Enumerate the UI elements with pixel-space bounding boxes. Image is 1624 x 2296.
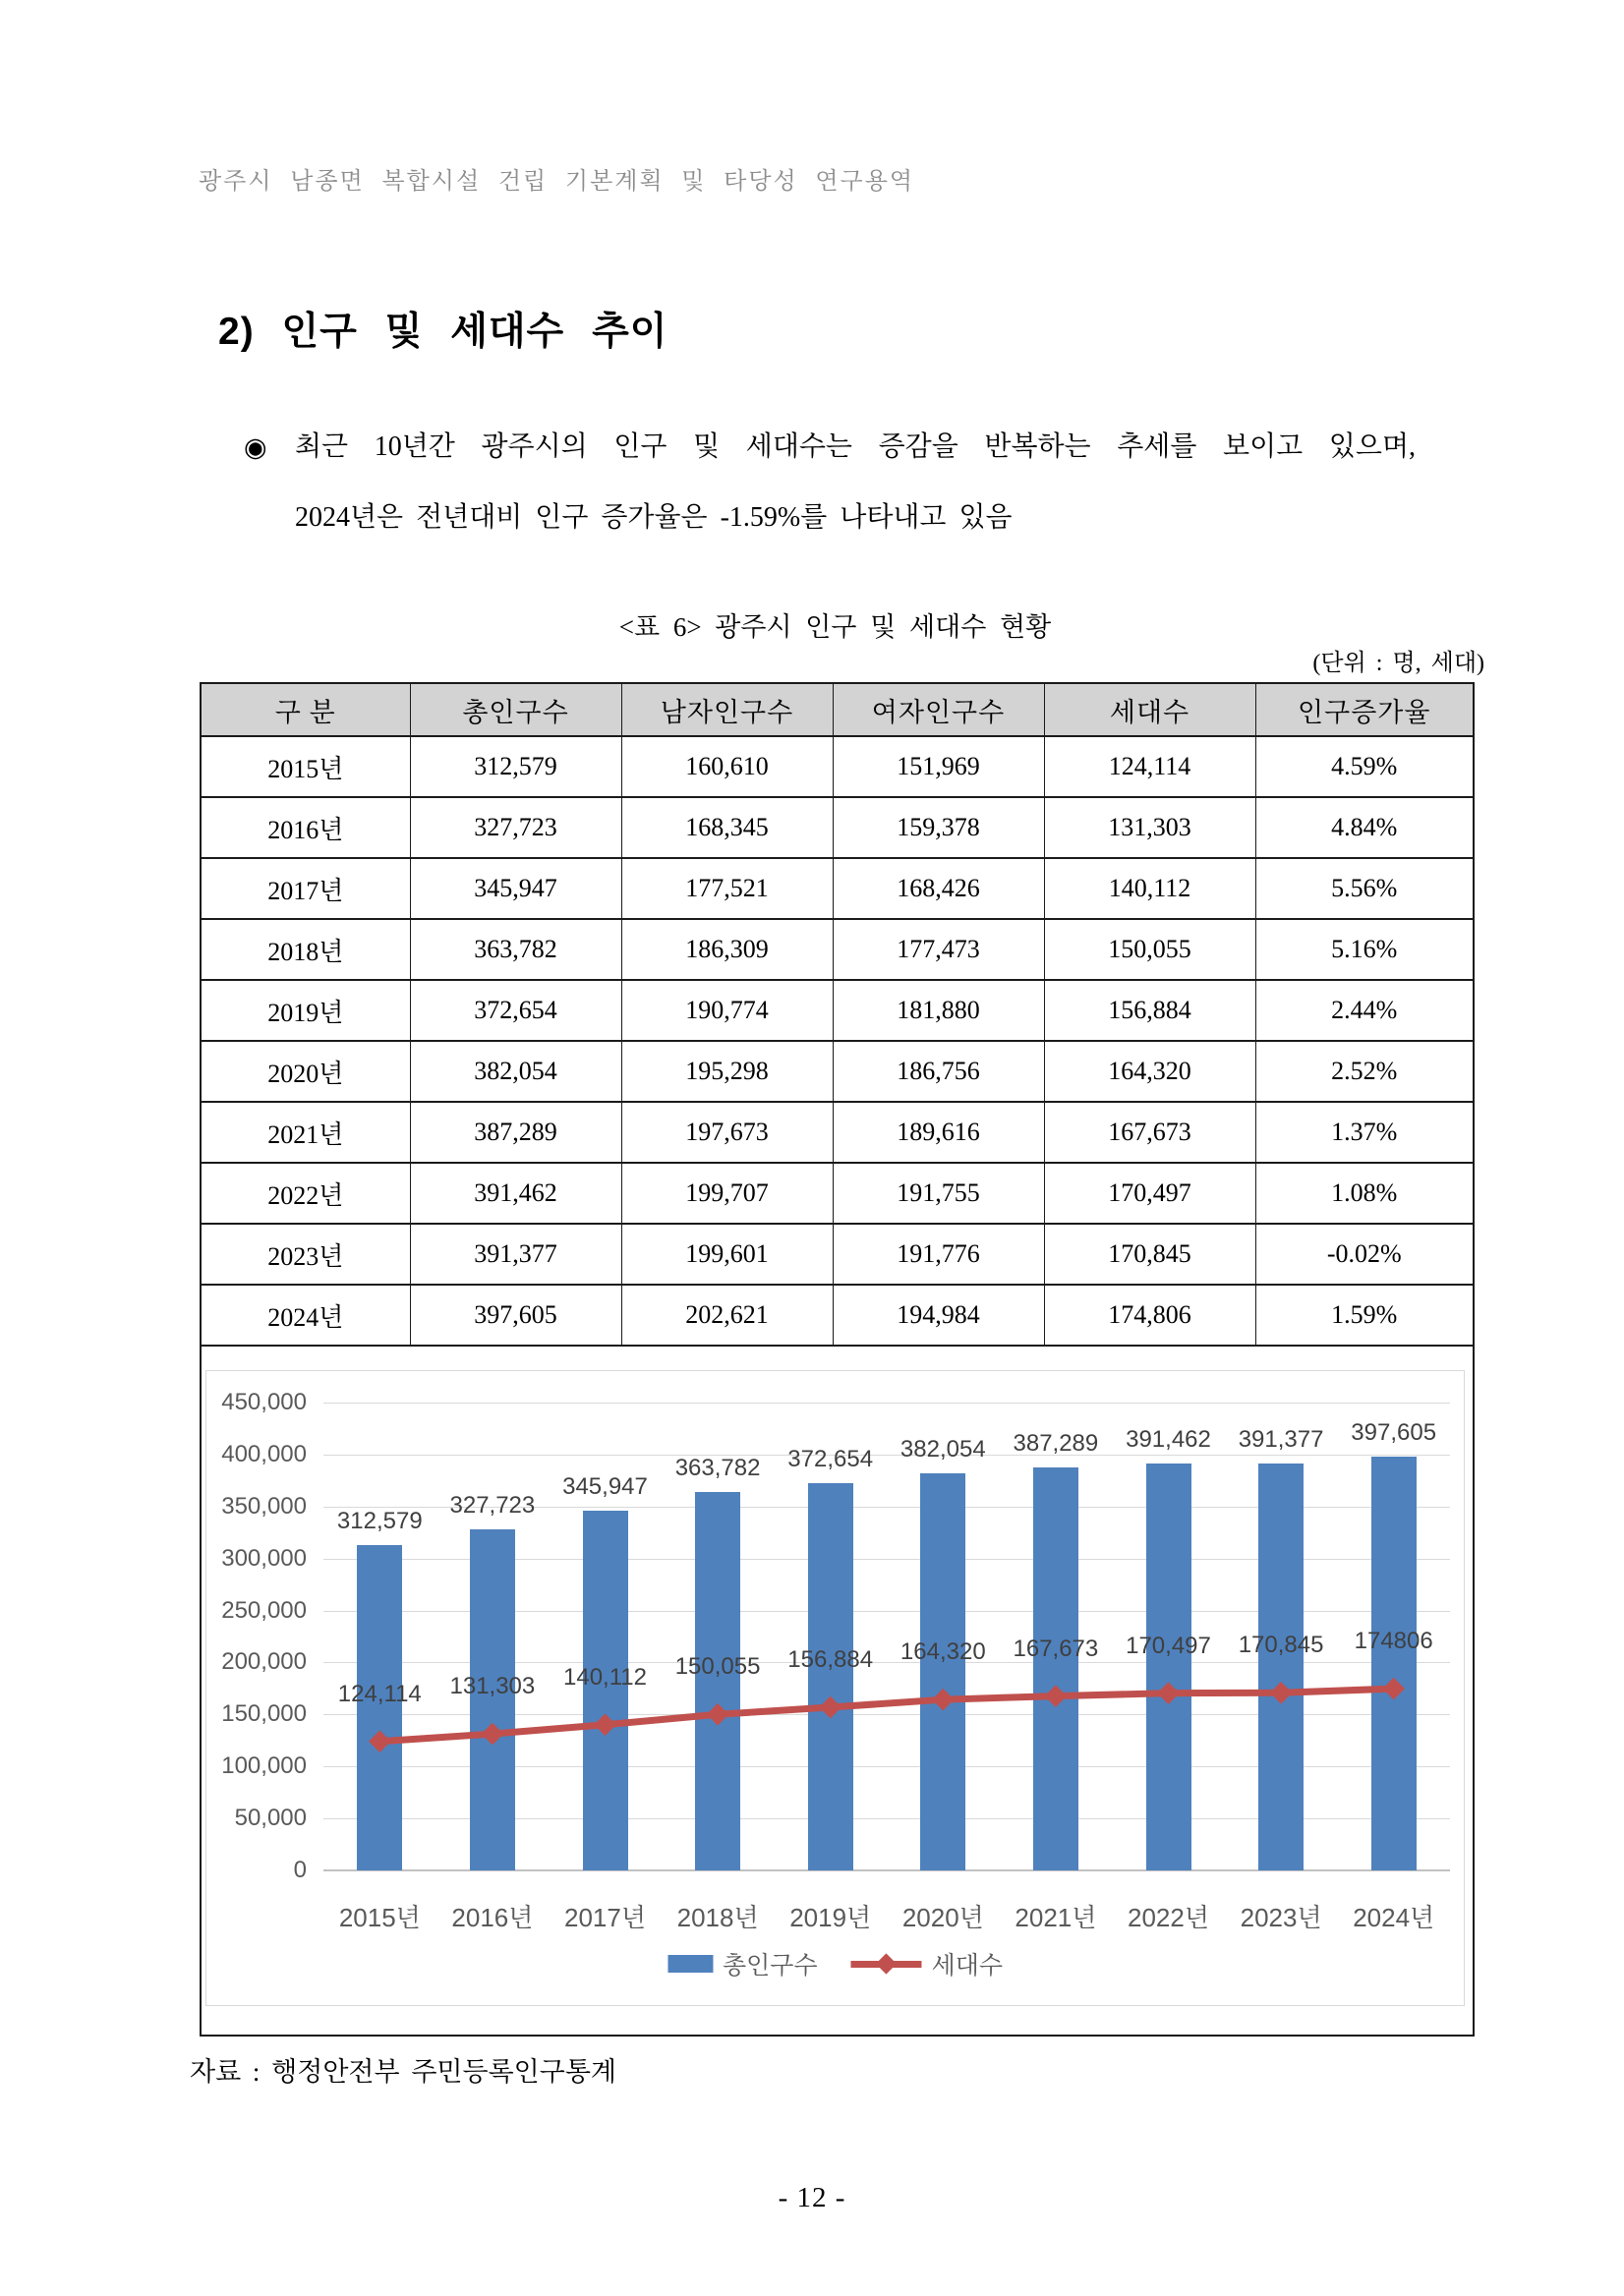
line-point-marker [594, 1713, 616, 1736]
bullet-paragraph [244, 412, 1420, 553]
y-axis-tick-label: 200,000 [221, 1648, 307, 1676]
table-row [202, 1041, 1473, 1102]
line-point-marker [932, 1689, 955, 1711]
bar-value-label: 391,462 [1126, 1425, 1211, 1453]
bar-value-label: 345,947 [562, 1473, 648, 1501]
y-axis-tick-label: 400,000 [221, 1440, 307, 1467]
bar-value-label: 372,654 [787, 1445, 874, 1472]
table-cell: 159,378 [833, 797, 1044, 858]
chart-box [202, 1347, 1473, 2035]
table-cell: 5.56% [1255, 858, 1473, 919]
legend-diamond-icon [876, 1953, 897, 1974]
table-cell: 151,969 [833, 736, 1044, 797]
table-cell: 177,473 [833, 919, 1044, 980]
x-axis-tick-label: 2024년 [1353, 1903, 1435, 1932]
y-axis-tick-label: 250,000 [221, 1596, 307, 1624]
table-cell: 191,755 [833, 1163, 1044, 1224]
section-title: 2) 인구 및 세대수 추이 [218, 311, 668, 353]
line-point-marker [707, 1703, 729, 1726]
y-axis-tick-label: 0 [293, 1857, 307, 1883]
x-axis-tick-label: 2020년 [901, 1903, 984, 1932]
table-cell-year: 2020년 [202, 1041, 410, 1102]
x-axis-tick-label: 2017년 [564, 1903, 646, 1932]
table-cell-year: 2022년 [202, 1163, 410, 1224]
bar-value-label: 312,579 [336, 1508, 423, 1535]
table-cell: 131,303 [1044, 797, 1255, 858]
x-axis-tick-label: 2016년 [451, 1903, 534, 1932]
table-cell: 2.52% [1255, 1041, 1473, 1102]
x-axis-tick-label: 2018년 [676, 1903, 759, 1932]
line-point-marker [1382, 1678, 1405, 1700]
table-cell: 363,782 [410, 919, 621, 980]
table-cell: 1.37% [1255, 1102, 1473, 1163]
population-table [202, 684, 1473, 1347]
table-cell: 202,621 [621, 1285, 833, 1346]
table-cell: 327,723 [410, 797, 621, 858]
table-row [202, 1163, 1473, 1224]
table-cell: 167,673 [1044, 1102, 1255, 1163]
x-axis-tick-label: 2019년 [789, 1903, 872, 1932]
legend-swatch-total-population [667, 1955, 713, 1973]
legend-label-total-population: 총인구수 [722, 1952, 818, 1980]
table-cell: 124,114 [1044, 736, 1255, 797]
table-cell: 156,884 [1044, 980, 1255, 1041]
table-cell: 140,112 [1044, 858, 1255, 919]
table-cell: 199,601 [621, 1224, 833, 1285]
line-value-label: 174806 [1354, 1628, 1433, 1655]
table-cell-year: 2017년 [202, 858, 410, 919]
bar-value-label: 363,782 [674, 1455, 761, 1482]
legend-label-households: 세대수 [931, 1952, 1004, 1980]
page-number: - 12 - [778, 2182, 846, 2213]
table-row [202, 1224, 1473, 1285]
table-cell: 177,521 [621, 858, 833, 919]
table-row [202, 736, 1473, 797]
table-cell: 391,377 [410, 1224, 621, 1285]
table-header-cell: 구 분 [202, 684, 410, 736]
table-cell: 194,984 [833, 1285, 1044, 1346]
y-axis-tick-label: 450,000 [221, 1389, 307, 1415]
line-point-marker [369, 1730, 391, 1752]
table-row [202, 1102, 1473, 1163]
source-note: 자료 : 행정안전부 주민등록인구통계 [190, 2057, 616, 2087]
y-axis-tick-label: 100,000 [221, 1752, 307, 1780]
line-value-label: 164,320 [899, 1638, 986, 1666]
line-value-label: 131,303 [449, 1673, 536, 1700]
table-cell: 160,610 [621, 736, 833, 797]
table-cell-year: 2024년 [202, 1285, 410, 1346]
table-cell: 397,605 [410, 1285, 621, 1346]
y-axis-tick-label: 300,000 [221, 1544, 307, 1572]
table-row [202, 919, 1473, 980]
table-header-cell: 남자인구수 [621, 684, 833, 736]
table-cell-year: 2018년 [202, 919, 410, 980]
bar-value-label: 327,723 [449, 1492, 536, 1520]
chart-frame [205, 1370, 1465, 2006]
bar-value-label: 387,289 [1013, 1430, 1099, 1458]
table-cell: 1.08% [1255, 1163, 1473, 1224]
x-axis-tick-label: 2023년 [1240, 1903, 1322, 1932]
line-point-marker [819, 1696, 841, 1719]
table-header-cell: 여자인구수 [833, 684, 1044, 736]
table-cell-year: 2023년 [202, 1224, 410, 1285]
unit-note: (단위 : 명, 세대) [1312, 651, 1484, 676]
line-value-label: 167,673 [1013, 1635, 1099, 1662]
y-axis-tick-label: 50,000 [234, 1805, 307, 1832]
table-cell: 345,947 [410, 858, 621, 919]
table-cell-year: 2021년 [202, 1102, 410, 1163]
table-cell: 189,616 [833, 1102, 1044, 1163]
table-cell: 168,345 [621, 797, 833, 858]
table-cell: 174,806 [1044, 1285, 1255, 1346]
table-cell: 382,054 [410, 1041, 621, 1102]
doc-header: 광주시 남종면 복합시설 건립 기본계획 및 타당성 연구용역 [199, 168, 915, 195]
table-caption: <표 6> 광주시 인구 및 세대수 현황 [618, 612, 1052, 642]
table-cell: 2.44% [1255, 980, 1473, 1041]
table-cell: 391,462 [410, 1163, 621, 1224]
table-cell: 312,579 [410, 736, 621, 797]
table-cell: 181,880 [833, 980, 1044, 1041]
table-cell: 168,426 [833, 858, 1044, 919]
x-axis-tick-label: 2022년 [1128, 1903, 1209, 1932]
table-cell: 199,707 [621, 1163, 833, 1224]
table-cell: -0.02% [1255, 1224, 1473, 1285]
legend [667, 1946, 1003, 1981]
table-header-cell: 세대수 [1044, 684, 1255, 736]
y-axis-tick-label: 150,000 [221, 1700, 307, 1728]
bullet-text [295, 412, 1416, 553]
table-row [202, 858, 1473, 919]
line-value-label: 170,845 [1238, 1632, 1324, 1659]
table-body [202, 736, 1473, 1346]
table-cell: 1.59% [1255, 1285, 1473, 1346]
table-cell: 150,055 [1044, 919, 1255, 980]
table-cell: 197,673 [621, 1102, 833, 1163]
table-and-chart-box [200, 682, 1475, 2037]
line-point-marker [1270, 1682, 1293, 1704]
bar-value-label: 391,377 [1238, 1426, 1324, 1453]
table-cell: 372,654 [410, 980, 621, 1041]
y-axis-tick-label: 350,000 [221, 1492, 307, 1520]
bullet-line-2: 2024년은 전년대비 인구 증가율은 -1.59%를 나타내고 있음 [295, 502, 1013, 533]
bar-value-label: 382,054 [899, 1435, 986, 1463]
table-cell-year: 2015년 [202, 736, 410, 797]
table-cell: 195,298 [621, 1041, 833, 1102]
table-header-cell: 인구증가율 [1255, 684, 1473, 736]
line-value-label: 156,884 [787, 1646, 874, 1674]
table-cell: 387,289 [410, 1102, 621, 1163]
line-point-marker [1045, 1685, 1068, 1707]
x-axis-tick-label: 2021년 [1015, 1903, 1097, 1932]
table-cell: 170,497 [1044, 1163, 1255, 1224]
table-cell: 191,776 [833, 1224, 1044, 1285]
table-cell-year: 2019년 [202, 980, 410, 1041]
line-point-marker [1157, 1682, 1180, 1704]
legend-line-households [851, 1961, 922, 1968]
table-cell: 170,845 [1044, 1224, 1255, 1285]
table-cell: 4.59% [1255, 736, 1473, 797]
table-cell: 190,774 [621, 980, 833, 1041]
table-cell: 186,309 [621, 919, 833, 980]
bar-value-label: 397,605 [1351, 1419, 1437, 1447]
line-point-marker [482, 1723, 504, 1746]
table-row [202, 1285, 1473, 1346]
x-axis-tick-label: 2015년 [338, 1903, 421, 1932]
table-cell: 5.16% [1255, 919, 1473, 980]
line-value-label: 170,497 [1126, 1632, 1211, 1659]
bullet-icon: ◉ [244, 432, 267, 462]
table-cell: 164,320 [1044, 1041, 1255, 1102]
table-header-cell: 총인구수 [410, 684, 621, 736]
table-cell: 4.84% [1255, 797, 1473, 858]
line-value-label: 150,055 [674, 1653, 761, 1681]
table-cell: 186,756 [833, 1041, 1044, 1102]
table-row [202, 797, 1473, 858]
table-row [202, 980, 1473, 1041]
line-value-label: 124,114 [337, 1680, 422, 1707]
table-header-row [202, 684, 1473, 736]
bullet-line-1: 최근 10년간 광주시의 인구 및 세대수는 증감을 반복하는 추세를 보이고 있으며, [295, 431, 1416, 462]
table-cell-year: 2016년 [202, 797, 410, 858]
line-value-label: 140,112 [563, 1663, 647, 1691]
